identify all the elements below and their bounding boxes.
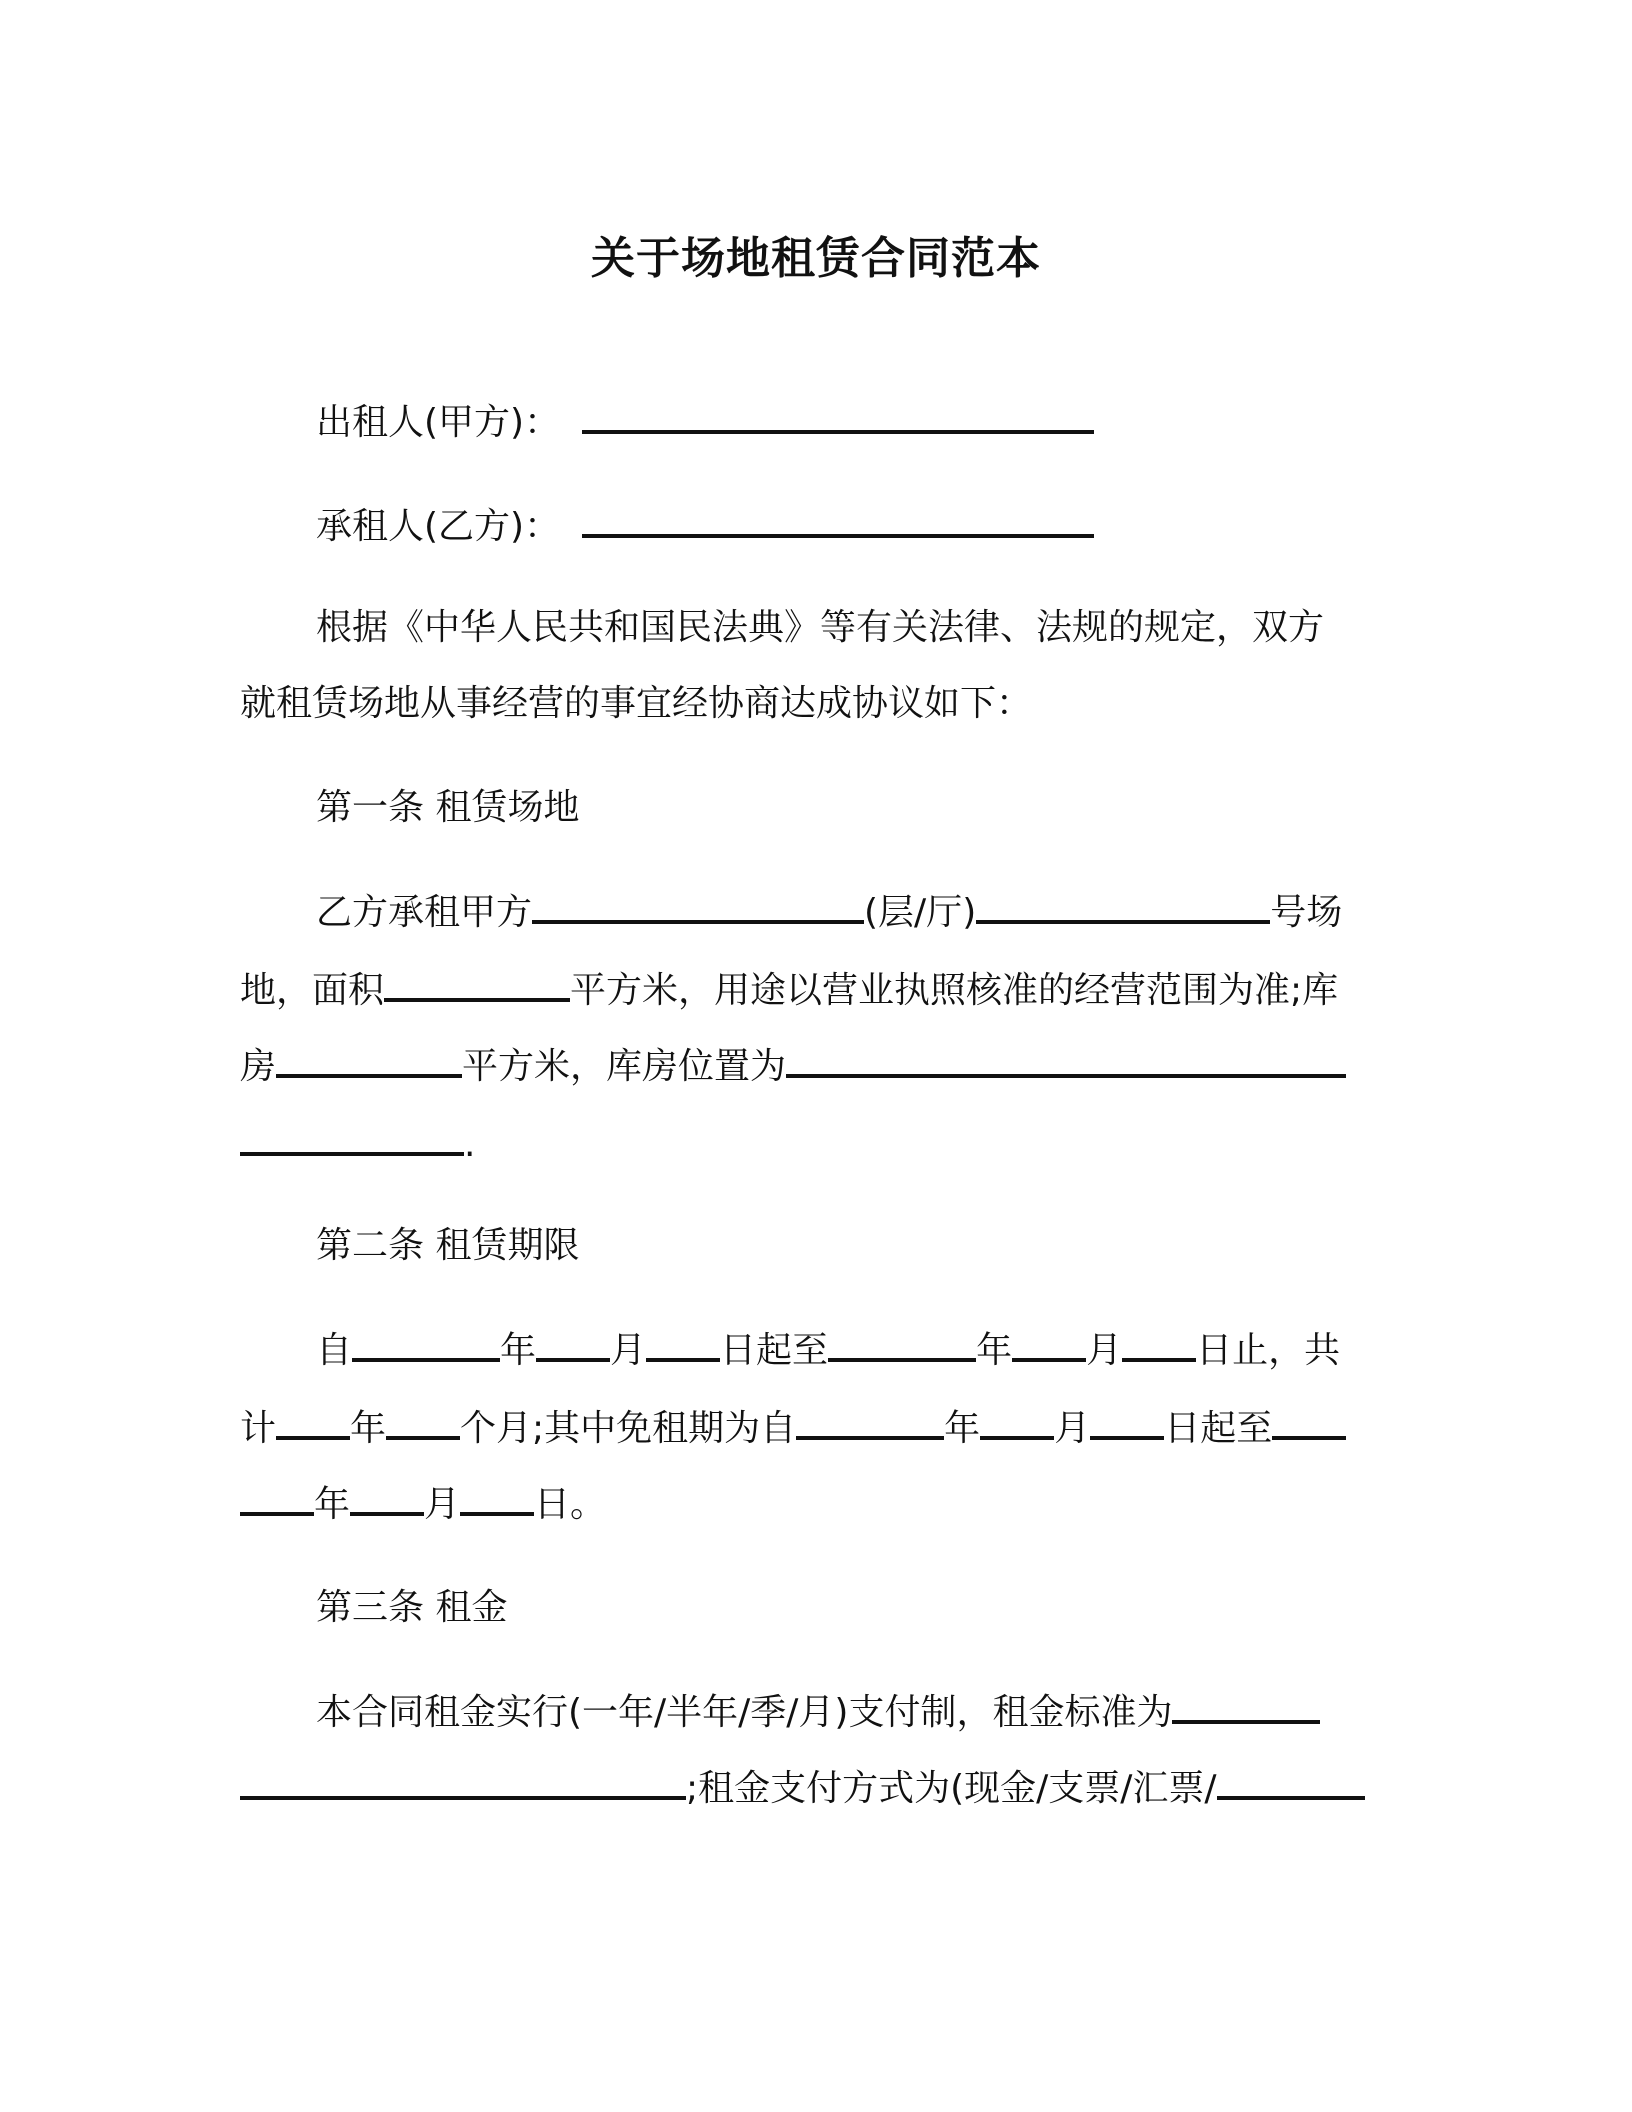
text: 月 [1054, 1408, 1091, 1449]
article-3-line-2 [240, 1762, 1365, 1815]
article-1-heading: 第一条 租赁场地 [316, 787, 580, 828]
free-start-year-blank[interactable] [796, 1402, 944, 1440]
term-months-blank[interactable] [386, 1402, 460, 1440]
article-2-line-2 [240, 1402, 1346, 1455]
text: 房 [240, 1046, 277, 1087]
start-day-blank[interactable] [646, 1324, 720, 1362]
lessee-label: 承租人(乙方)： [316, 506, 561, 547]
text: ;租金支付方式为(现金/支票/汇票/ [686, 1768, 1217, 1809]
text: 平方米，库房位置为 [462, 1046, 787, 1087]
end-day-blank[interactable] [1122, 1324, 1196, 1362]
storage-location-blank[interactable] [786, 1040, 1346, 1078]
text: 年 [976, 1330, 1013, 1371]
text: 年 [500, 1330, 537, 1371]
text: 平方米，用途以营业执照核准的经营范围为准;库 [570, 970, 1339, 1011]
preamble-line-2: 就租赁场地从事经营的事宜经协商达成协议如下： [240, 683, 1033, 724]
lessor-line [316, 396, 1094, 449]
text: 年 [350, 1408, 387, 1449]
article-1-line-2 [240, 964, 1338, 1017]
end-year-blank[interactable] [828, 1324, 976, 1362]
article-2-line-1 [316, 1324, 1340, 1377]
article-1-line-1 [316, 886, 1342, 939]
text: 月 [1086, 1330, 1123, 1371]
text: 本合同租金实行(一年/半年/季/月)支付制，租金标准为 [316, 1692, 1173, 1733]
preamble-line-1: 根据《中华人民共和国民法典》等有关法律、法规的规定，双方 [316, 607, 1325, 648]
payment-method-blank[interactable] [1217, 1762, 1365, 1800]
text: 月 [610, 1330, 647, 1371]
article-1-line-3 [240, 1040, 1346, 1093]
text: 乙方承租甲方 [316, 892, 533, 933]
article-3-line-1 [316, 1686, 1320, 1739]
lessee-blank[interactable] [582, 500, 1094, 538]
lessor-label: 出租人(甲方)： [316, 402, 561, 443]
lessee-line [316, 500, 1094, 553]
text: 地，面积 [240, 970, 385, 1011]
floor-blank[interactable] [532, 886, 864, 924]
text: (层/厅) [864, 892, 977, 933]
rent-standard-blank[interactable] [1172, 1686, 1320, 1724]
free-start-day-blank[interactable] [1090, 1402, 1164, 1440]
storage-location-blank-continued[interactable] [240, 1118, 464, 1156]
text: 年 [944, 1408, 981, 1449]
text: 日起至 [1164, 1408, 1273, 1449]
text: 日。 [534, 1484, 607, 1525]
term-years-blank[interactable] [276, 1402, 350, 1440]
text: 月 [424, 1484, 461, 1525]
text: 年 [314, 1484, 351, 1525]
free-start-month-blank[interactable] [980, 1402, 1054, 1440]
free-end-month-blank[interactable] [350, 1478, 424, 1516]
text: . [464, 1124, 476, 1165]
free-end-day-blank[interactable] [460, 1478, 534, 1516]
text: 计 [240, 1408, 277, 1449]
article-2-heading: 第二条 租赁期限 [316, 1225, 580, 1266]
free-end-year-blank[interactable] [1272, 1402, 1346, 1440]
rent-standard-blank-continued[interactable] [240, 1762, 686, 1800]
text: 日止，共 [1196, 1330, 1341, 1371]
article-1-line-4 [240, 1118, 475, 1171]
area-blank[interactable] [384, 964, 570, 1002]
venue-number-blank[interactable] [976, 886, 1270, 924]
text: 日起至 [720, 1330, 829, 1371]
start-year-blank[interactable] [352, 1324, 500, 1362]
text: 自 [316, 1330, 353, 1371]
storage-area-blank[interactable] [276, 1040, 462, 1078]
end-month-blank[interactable] [1012, 1324, 1086, 1362]
text: 个月;其中免租期为自 [460, 1408, 797, 1449]
article-3-heading: 第三条 租金 [316, 1587, 508, 1628]
lessor-blank[interactable] [582, 396, 1094, 434]
document-title: 关于场地租赁合同范本 [591, 233, 1041, 284]
free-end-year-blank-continued[interactable] [240, 1478, 314, 1516]
text: 号场 [1270, 892, 1343, 933]
start-month-blank[interactable] [536, 1324, 610, 1362]
article-2-line-3 [240, 1478, 606, 1531]
